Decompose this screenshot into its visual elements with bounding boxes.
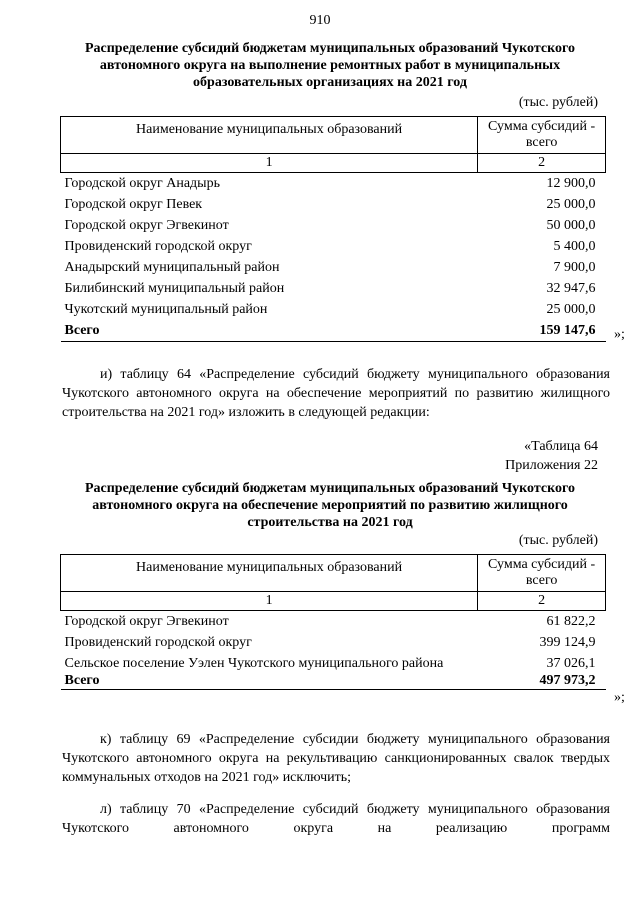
table-reference-line2: Приложения 22 xyxy=(505,458,598,473)
paragraph-k xyxy=(62,730,610,787)
table-reference xyxy=(505,437,598,475)
table-row xyxy=(61,653,606,672)
row-name: Провиденский городской округ xyxy=(64,239,252,254)
row-name: Провиденский городской округ xyxy=(64,635,252,650)
total-value: 497 973,2 xyxy=(478,672,606,690)
table-row xyxy=(61,632,606,653)
table-total-row xyxy=(61,320,606,342)
row-value: 50 000,0 xyxy=(546,218,596,233)
row-value: 32 947,6 xyxy=(546,281,596,296)
table2-col2-header: Сумма субсидий - всего xyxy=(478,555,606,592)
row-value: 25 000,0 xyxy=(546,197,596,212)
table-row xyxy=(61,236,606,257)
table-total-row xyxy=(61,672,606,690)
row-name: Чукотский муниципальный район xyxy=(64,302,268,317)
table1-col2-num: 2 xyxy=(478,154,606,173)
table-reference-line1: «Таблица 64 xyxy=(524,439,598,454)
table1 xyxy=(60,116,606,342)
paragraph-l-text: л) таблицу 70 «Распределение субсидий бюджету муниципального образования Чукотского автономного округа на реализацию программ xyxy=(62,802,610,836)
paragraph-i-text: и) таблицу 64 «Распределение субсидий бюджету муниципального образования Чукотского автономного округа на обеспечение мероприятий по развитию жилищного строительства на 2021 год» изложить в следующей редакции: xyxy=(62,367,610,420)
table2 xyxy=(60,554,606,690)
paragraph-l xyxy=(62,800,610,838)
row-value: 37 026,1 xyxy=(546,656,596,671)
row-name: Городской округ Певек xyxy=(64,197,203,212)
table1-title: Распределение субсидий бюджетам муниципальных образований Чукотского автономного округа на выполнение ремонтных работ в муниципальных образовательных организациях на 2021 год xyxy=(84,41,576,90)
total-label: Всего xyxy=(61,672,478,690)
table-row xyxy=(61,215,606,236)
table-row xyxy=(61,299,606,320)
table-row xyxy=(61,611,606,633)
table2-col1-num: 1 xyxy=(61,592,478,611)
table1-col1-header: Наименование муниципальных образований xyxy=(61,117,478,154)
table1-col2-header: Сумма субсидий - всего xyxy=(478,117,606,154)
total-value: 159 147,6 xyxy=(478,320,606,342)
table1-col1-num: 1 xyxy=(61,154,478,173)
row-value: 12 900,0 xyxy=(546,176,596,191)
table2-unit: (тыс. рублей) xyxy=(518,533,598,548)
table1-closing: »; xyxy=(614,327,625,342)
row-name: Городской округ Эгвекинот xyxy=(64,614,229,629)
row-value: 61 822,2 xyxy=(546,614,596,629)
row-value: 5 400,0 xyxy=(553,239,596,254)
table2-col2-num: 2 xyxy=(478,592,606,611)
table2-title: Распределение субсидий бюджетам муниципальных образований Чукотского автономного округа на обеспечение мероприятий по развитию жилищного строительства на 2021 год xyxy=(84,481,576,530)
row-value: 399 124,9 xyxy=(539,635,596,650)
row-name: Анадырский муниципальный район xyxy=(64,260,280,275)
total-label: Всего xyxy=(61,320,478,342)
row-name: Городской округ Анадырь xyxy=(64,176,220,191)
row-name: Городской округ Эгвекинот xyxy=(64,218,229,233)
row-value: 7 900,0 xyxy=(553,260,596,275)
paragraph-i xyxy=(62,365,610,422)
table2-closing: »; xyxy=(614,690,625,705)
paragraph-k-text: к) таблицу 69 «Распределение субсидии бюджету муниципального образования Чукотского автономного округа на рекультивацию санкционированных свалок твердых коммунальных отходов на 2021 год» исключить; xyxy=(62,732,610,785)
table-row xyxy=(61,257,606,278)
table-row xyxy=(61,173,606,195)
table-row xyxy=(61,194,606,215)
row-name: Сельское поселение Уэлен Чукотского муниципального района xyxy=(64,656,444,671)
table-row xyxy=(61,278,606,299)
table1-unit: (тыс. рублей) xyxy=(518,95,598,110)
table2-col1-header: Наименование муниципальных образований xyxy=(61,555,478,592)
page-number: 910 xyxy=(309,13,331,28)
row-value: 25 000,0 xyxy=(546,302,596,317)
row-name: Билибинский муниципальный район xyxy=(64,281,285,296)
